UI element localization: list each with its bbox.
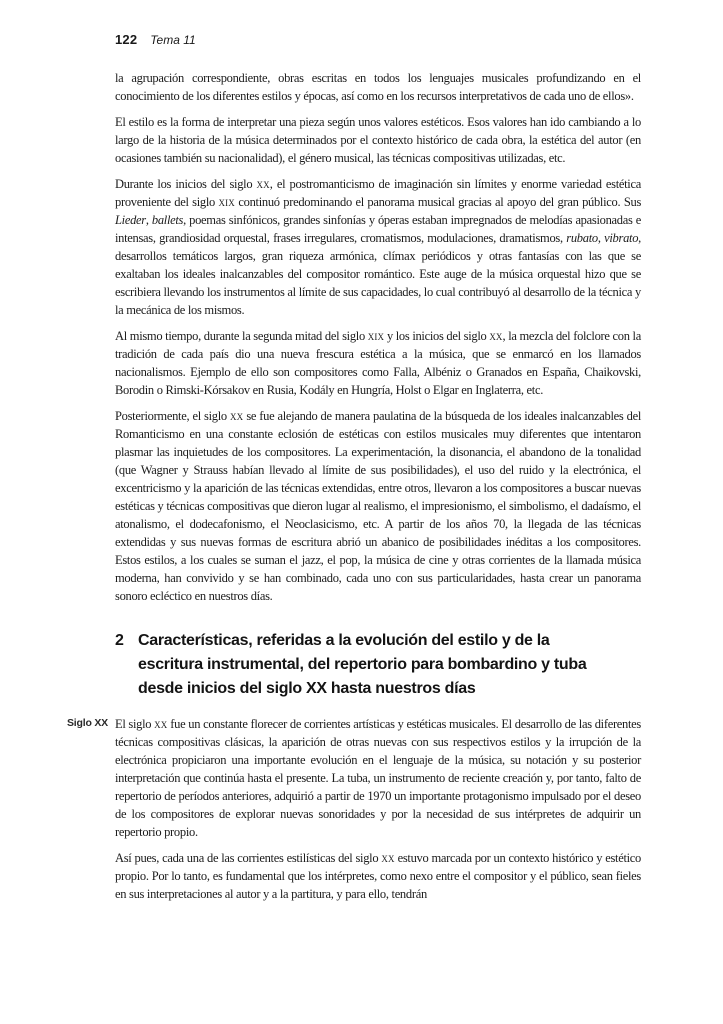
paragraph — [115, 407, 641, 605]
text-segment: El estilo es la forma de interpretar una pieza según unos valores estéticos. Esos valores han ido cambiando a lo largo de la historia de la música determinados por el contexto histórico de cada obra, la estética del autor (en ocasiones también su nacionalidad), el género musical, las técnicas compositivas utilizadas, etc. — [115, 115, 641, 165]
text-segment: , la mezcla del folclore con la tradición de cada país dio una nueva frescura estética a la música, que se enmarcó en los llamados nacionalismos. Ejemplo de ello son compositores como Falla, Albéniz o Granados en España, Chaikovski, Borodin o Rimski-Kórsakov en Rusia, Kodály en Hungría, Holst o Elgar en Inglaterra, etc. — [115, 329, 641, 397]
paragraph — [115, 69, 641, 105]
italic-term: rubato — [566, 231, 598, 245]
text-segment: y los inicios del siglo — [384, 329, 490, 343]
text-segment: la agrupación correspondiente, obras escritas en todos los lenguajes musicales profundizando en el conocimiento de los diferentes estilos y épocas, así como en los recursos interpretativos de cada uno de ellos». — [115, 71, 641, 103]
running-title: Tema 11 — [150, 33, 196, 47]
text-segment: , poemas sinfónicos, grandes sinfonías y óperas estaban impregnados de melodías apasionadas e intensas, grandiosidad orquestal, frases irregulares, cromatismos, modulaciones, dramatismos, — [115, 213, 641, 245]
paragraph — [115, 715, 641, 841]
section-title: Características, referidas a la evolución del estilo y de la escritura instrumental, del repertorio para bombardino y tuba desde inicios del siglo XX hasta nuestros días — [138, 632, 587, 697]
text-segment: , el postromanticismo de imaginación sin límites y enorme variedad estética proveniente del siglo — [115, 177, 641, 209]
paragraph-block — [115, 849, 641, 903]
paragraph — [115, 849, 641, 903]
section-heading — [115, 629, 641, 701]
text-segment: , — [597, 231, 605, 245]
text-segment: continuó predominando el panorama musical gracias al apoyo del gran público. Sus — [234, 195, 642, 209]
smallcaps-numeral: xx — [381, 851, 395, 865]
italic-term: vibrato — [604, 231, 639, 245]
text-segment: Posteriormente, el siglo — [115, 409, 230, 423]
paragraph — [115, 113, 641, 167]
paragraph-block — [115, 69, 641, 105]
smallcaps-numeral: xix — [218, 195, 235, 209]
paragraph-block — [115, 175, 641, 319]
paragraph — [115, 175, 641, 319]
page-header — [115, 32, 641, 47]
paragraph-block — [115, 113, 641, 167]
paragraph-block — [115, 407, 641, 605]
text-segment: , desarrollos temáticos largos, gran riqueza armónica, clímax periódicos y otras fantasías con las que se exaltaban los ideales inalcanzables del compositor romántico. Este auge de la música orquestal hizo que se escribiera llevando los instrumentos al límite de sus capacidades, lo cual contribuyó al desarrollo de la técnica y la mecánica de los mismos. — [115, 231, 641, 317]
text-segment: El siglo — [115, 717, 155, 731]
page-content — [67, 32, 642, 911]
text-segment: Durante los inicios del siglo — [115, 177, 257, 191]
text-segment: Así pues, cada una de las corrientes estilísticas del siglo — [115, 851, 382, 865]
smallcaps-numeral: xx — [229, 409, 244, 423]
paragraph-block — [67, 715, 641, 841]
paragraph — [115, 327, 641, 399]
smallcaps-numeral: xx — [154, 717, 168, 731]
text-segment: estuvo marcada por un contexto histórico y estético propio. Por lo tanto, es fundamental que los intérpretes, como nexo entre el compositor y el público, sean fieles en sus interpretaciones al autor y a la partitura, y para ello, tendrán — [115, 851, 641, 901]
smallcaps-numeral: xix — [367, 329, 385, 343]
text-segment: fue un constante florecer de corrientes artísticas y estéticas musicales. El desarrollo de las diferentes técnicas compositivas clásicas, la aparición de otras nuevas con sus respectivos estilos y la irrupción de la electrónica propiciaron una importante evolución en el lenguaje de la música, su notación y su posterior interpretación que continúa hasta el presente. La tuba, un instrumento de reciente creación y, por tanto, falto de repertorio de períodos anteriores, adquirió a partir de 1970 un importante protagonismo impulsado por el deseo de los compositores de explorar nuevas sonoridades y por la necesidad de sus intérpretes de adquirir un repertorio propio. — [115, 717, 641, 839]
text-segment: se fue alejando de manera paulatina de la búsqueda de los ideales inalcanzables del Romanticismo en una constante eclosión de estéticas con estilos musicales muy diferentes que intentaron plasmar las inquietudes de los compositores. La experimentación, la disonancia, el abandono de la tonalidad (que Wagner y Strauss habían llevado al límite de sus posibilidades), el uso del ruido y la electrónica, el excentricismo y la aparición de las técnicas extendidas, entre otros, llevaron a los compositores a buscar nuevas estéticas y técnicas compositivas que dieron lugar al realismo, el impresionismo, el simbolismo, el dadaísmo, el atonalismo, el dodecafonismo, el Neoclasicismo, etc. A partir de los años 70, la llegada de las técnicas extendidas y sus nuevas formas de escritura abrió un abanico de posibilidades inéditas a los compositores. Estos estilos, a los cuales se suman el jazz, el pop, la música de cine y otras corrientes de la llamada música moderna, han convivido y se han combinado, cada uno con sus particularidades, hasta crear un panorama sonoro ecléctico en nuestros días. — [115, 409, 641, 603]
text-segment: Al mismo tiempo, durante la segunda mitad del siglo — [115, 329, 368, 343]
document-body — [67, 69, 642, 903]
smallcaps-numeral: xx — [256, 177, 270, 191]
smallcaps-numeral: xx — [489, 329, 503, 343]
paragraph-block — [115, 327, 641, 399]
italic-term: Lieder — [115, 213, 146, 227]
margin-note: Siglo XX — [67, 717, 108, 729]
text-segment: , — [145, 213, 152, 227]
italic-term: ballets — [151, 213, 184, 227]
section-number: 2 — [115, 632, 124, 649]
page-number: 122 — [115, 32, 138, 47]
